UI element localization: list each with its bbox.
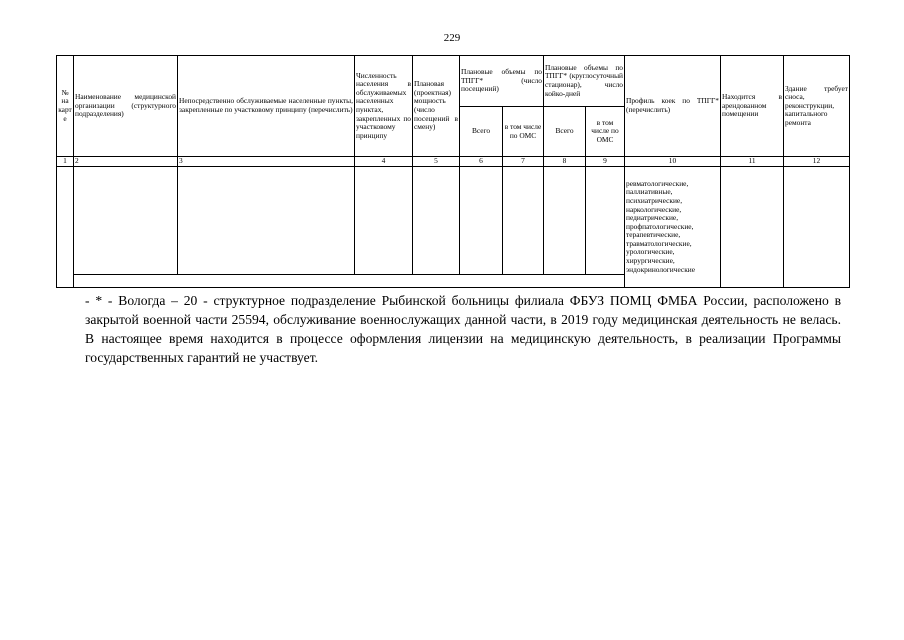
bed-profile-item: ревматологические,	[626, 178, 689, 188]
bed-profile-item: хирургические,	[626, 256, 675, 266]
footnote: - * - Вологда – 20 - структурное подразделение Рыбинской больницы филиала ФБУЗ ПОМЦ ФМБА России, расположено в закрытой военной части 25594, обслуживание военнослужащих данной части, в 2019 году медицинская деятельность не велась. В настоящее время находится в процессе оформления лицензии на медицинскую деятельность, в реализации Программы государственных гарантий не участвует.	[85, 293, 841, 365]
column-number: 4	[355, 157, 413, 167]
table-cell	[74, 167, 178, 275]
bed-profile-list	[625, 167, 721, 288]
column-number: 10	[625, 157, 721, 167]
column-number: 3	[178, 157, 355, 167]
column-number: 7	[503, 157, 544, 167]
header-inpatient-total: Всего	[544, 107, 586, 157]
header-settlements: Непосредственно обслуживаемые населенные пункты, закрепленные по участковому принципу (перечислить)	[178, 56, 355, 157]
column-number: 9	[586, 157, 625, 167]
bed-profile-item: урологические,	[626, 247, 675, 257]
table-cell	[74, 275, 625, 288]
header-inpatient-volume: Плановые объемы по ТПГГ* (круглосуточный стационар), число койко-дней	[544, 56, 625, 107]
header-map-number: № на карте	[57, 56, 74, 157]
column-number: 5	[413, 157, 460, 167]
table-cell	[544, 167, 586, 275]
table-cell	[784, 167, 850, 288]
bed-profile-item: психиатрические,	[626, 195, 683, 205]
header-rented-premises: Находится в арендованном помещении	[721, 56, 784, 157]
column-number: 11	[721, 157, 784, 167]
bed-profile-item: педиатрические,	[626, 213, 679, 223]
table-cell	[57, 167, 74, 288]
header-bed-profile: Профиль коек по ТПГГ* (перечислить)	[625, 56, 721, 157]
column-number: 2	[74, 157, 178, 167]
table-cell	[721, 167, 784, 288]
header-building-repair: Здание требует сноса, реконструкции, капитального ремонта	[784, 56, 850, 157]
table-cell	[586, 167, 625, 275]
header-organization: Наименование медицинской организации (структурного подразделения)	[74, 56, 178, 157]
column-number: 12	[784, 157, 850, 167]
table-cell	[355, 167, 413, 275]
bed-profile-item: эндокринологические	[626, 264, 696, 274]
header-capacity: Плановая (проектная) мощность (число посещений в смену)	[413, 56, 460, 157]
table-cell	[413, 167, 460, 275]
table-cell	[460, 167, 503, 275]
bed-profile-item: наркологические,	[626, 204, 682, 214]
table-cell	[178, 167, 355, 275]
header-visits-volume: Плановые объемы по ТПГГ* (число посещений)	[460, 56, 544, 107]
planning-table	[56, 55, 850, 288]
header-inpatient-oms: в том числе по ОМС	[586, 107, 625, 157]
page-number: 229	[443, 32, 461, 44]
header-population: Численность населения в обслуживаемых населенных пунктах, закрепленных по участковому принципу	[355, 56, 413, 157]
bed-profile-item: профпатологические,	[626, 221, 694, 231]
bed-profile-item: терапевтические,	[626, 230, 681, 240]
bed-profile-item: паллиативные,	[626, 187, 673, 197]
bed-profile-item: травматологические,	[626, 238, 692, 248]
header-visits-total: Всего	[460, 107, 503, 157]
column-number: 8	[544, 157, 586, 167]
column-number: 6	[460, 157, 503, 167]
column-number: 1	[57, 157, 74, 167]
table-cell	[503, 167, 544, 275]
header-visits-oms: в том числе по ОМС	[503, 107, 544, 157]
